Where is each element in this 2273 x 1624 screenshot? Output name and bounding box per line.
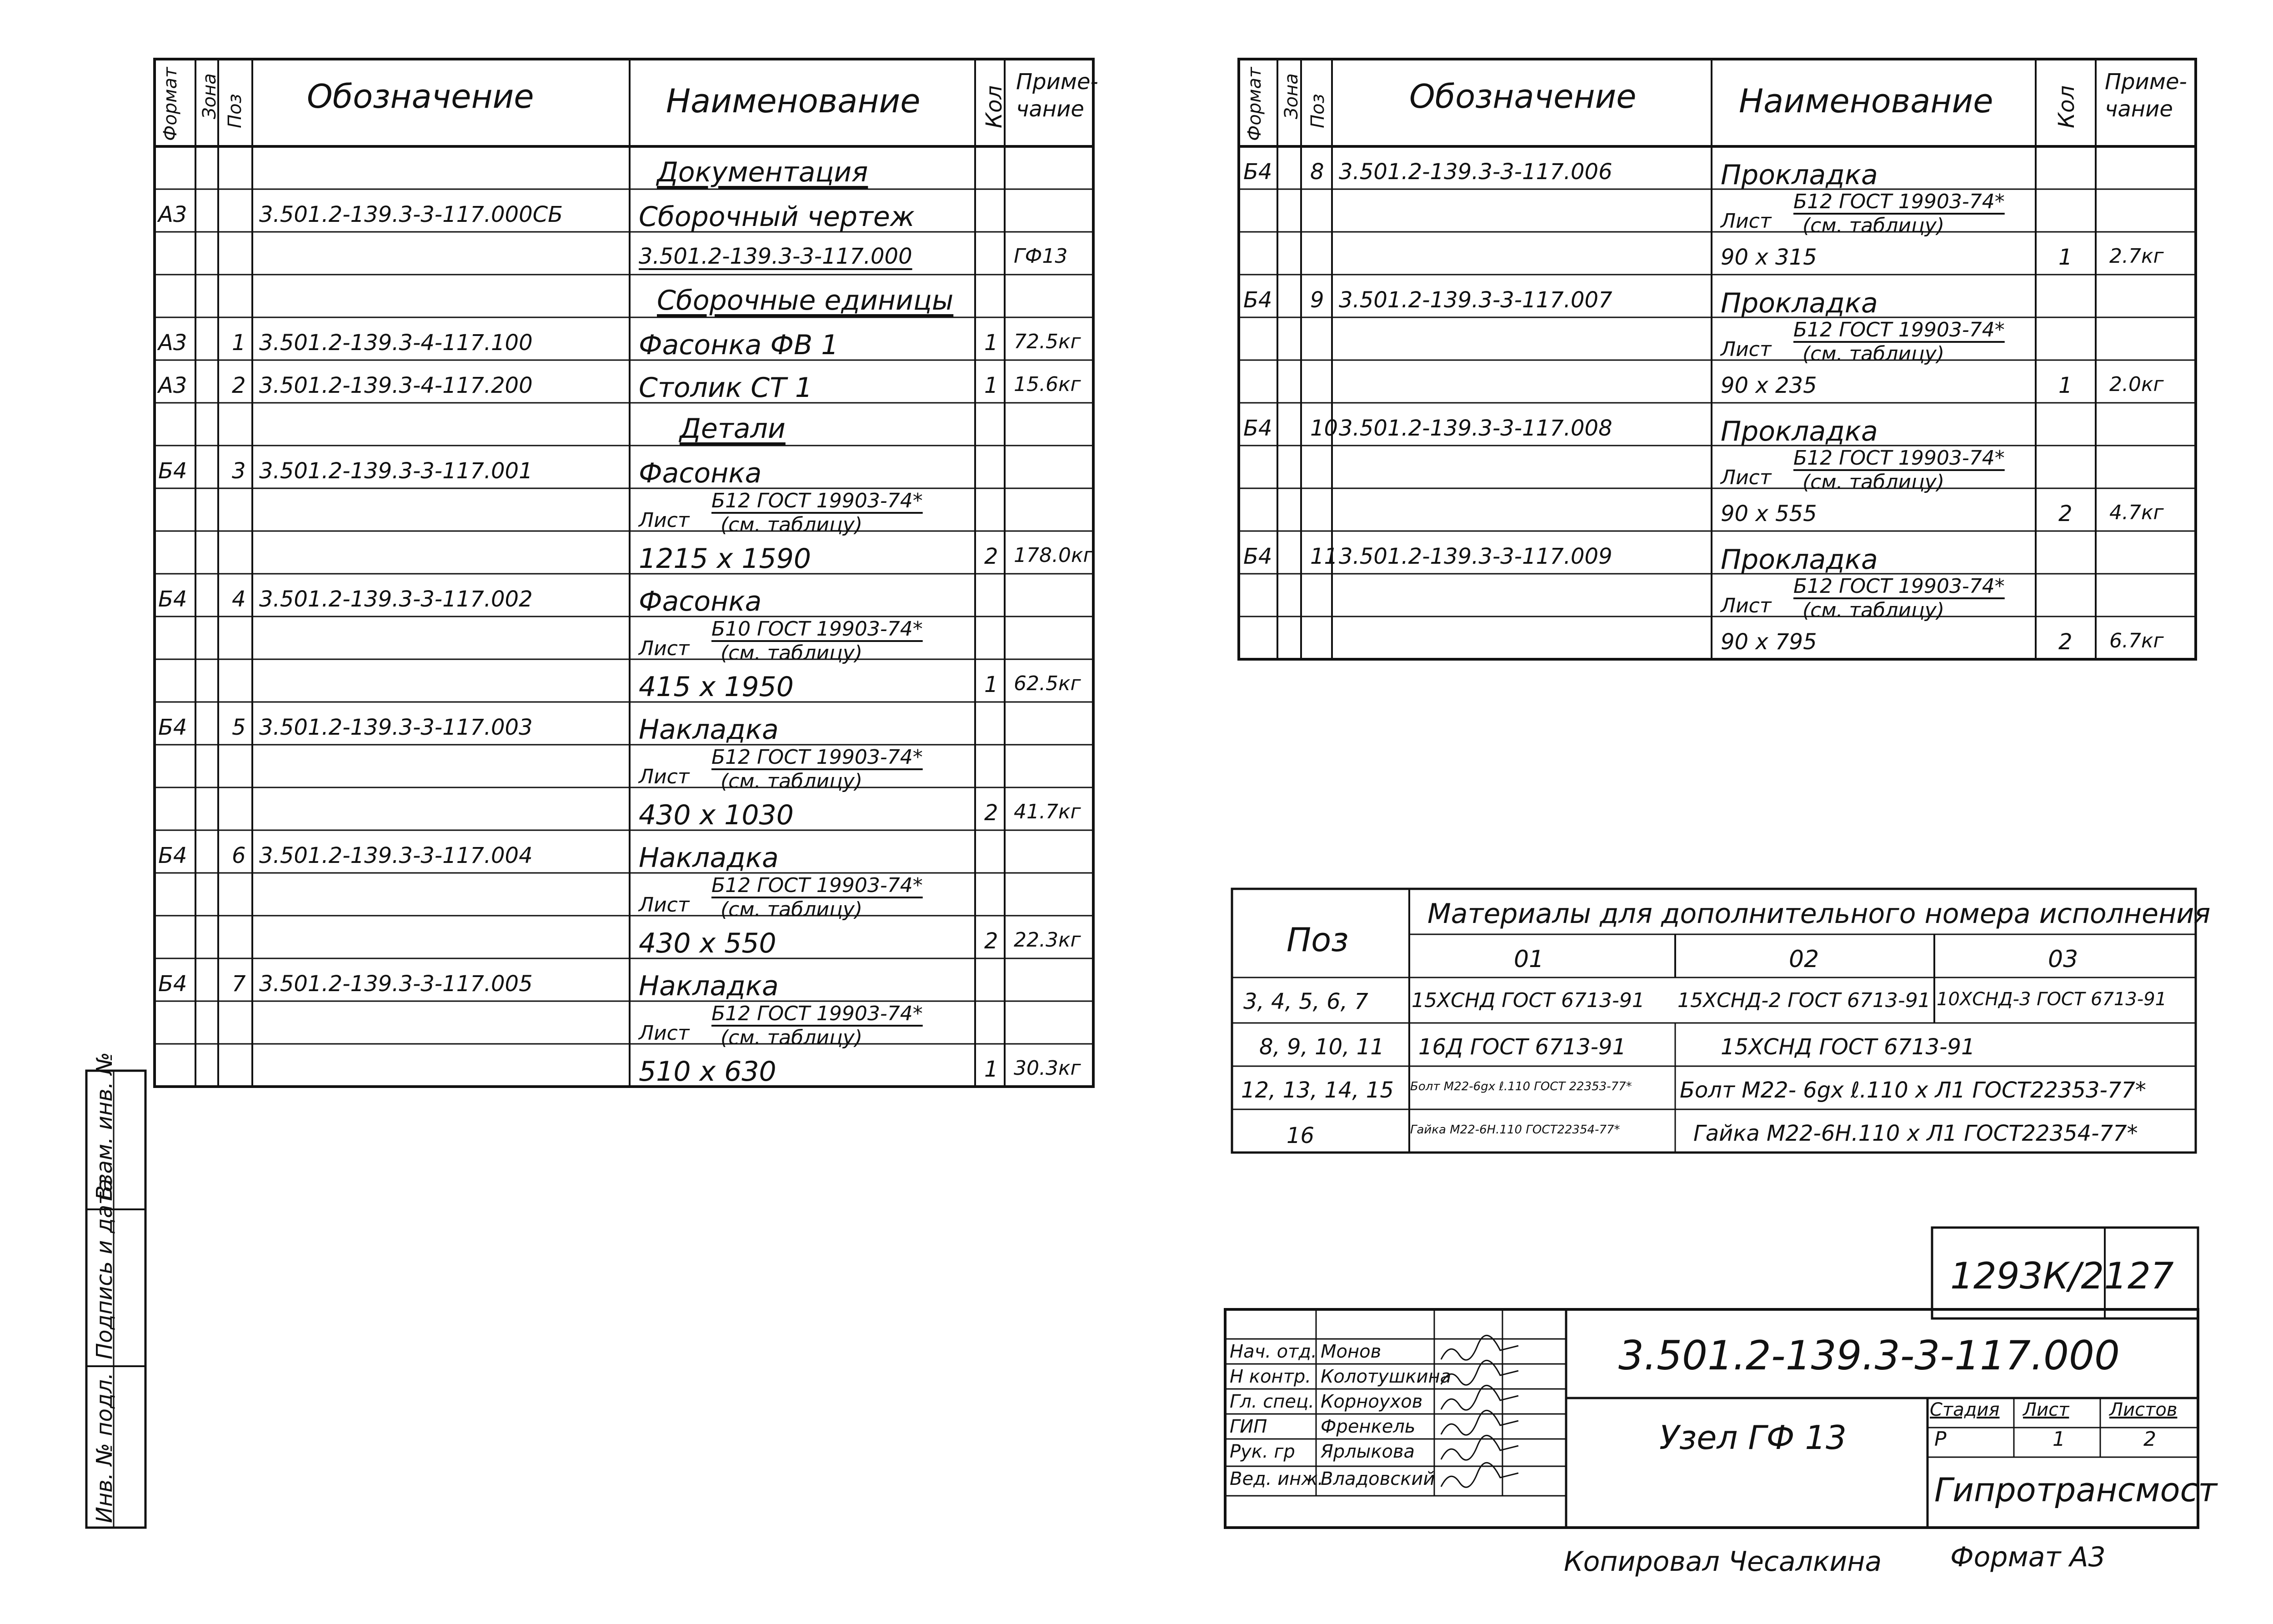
fraction-top: Б12 ГОСТ 19903-74* (1793, 318, 2005, 341)
format-cell: Б4 (1243, 544, 1272, 569)
qty-cell: 2 (2058, 501, 2073, 526)
stamp-sheets-label: Листов (2109, 1399, 2178, 1420)
section-heading: Документация (657, 156, 868, 188)
stamp-name: Ярлыкова (1321, 1441, 1415, 1462)
pos-cell: 10 (1310, 416, 1338, 441)
note-cell: ГФ13 (1014, 245, 1068, 268)
name-cell: Лист (639, 1022, 690, 1045)
stamp-sheet-number: 27 (2128, 1255, 2174, 1297)
stamp-role: Н контр. (1230, 1366, 1311, 1387)
designation-cell: 3.501.2-139.3-3-117.000СБ (259, 202, 563, 227)
materials-col-01: 01 (1514, 946, 1544, 973)
materials-title: Материалы для дополнительного номера исполнения (1427, 898, 2211, 930)
note-cell: 2.0кг (2109, 373, 2164, 396)
note-cell: 178.0кг (1014, 544, 1094, 567)
note-cell: 2.7кг (2109, 245, 2164, 268)
header-qty: Кол (2054, 85, 2079, 128)
note-cell: 62.5кг (1014, 672, 1081, 695)
section-heading: Сборочные единицы (657, 285, 954, 316)
fraction-bottom: (см. таблицу) (1802, 214, 1945, 237)
name-cell: Лист (1721, 338, 1772, 361)
note-cell: 30.3кг (1014, 1057, 1081, 1080)
designation-cell: 3.501.2-139.3-3-117.001 (259, 458, 533, 484)
header-pos: Поз (1307, 94, 1328, 128)
note-cell: 15.6кг (1014, 373, 1081, 396)
name-cell: 3.501.2-139.3-3-117.000 (639, 244, 912, 269)
name-cell: 415 х 1950 (639, 671, 794, 703)
format-cell: А3 (158, 330, 187, 356)
materials-cell: 16Д ГОСТ 6713-91 (1418, 1034, 1627, 1060)
stamp-organization: Гипротрансмост (1934, 1471, 2218, 1509)
stamp-role: Гл. спец. (1230, 1391, 1314, 1412)
materials-row-pos: 16 (1287, 1123, 1315, 1148)
footer-format: Формат А3 (1950, 1541, 2106, 1573)
fraction-bottom: (см. таблицу) (721, 1026, 863, 1049)
stamp-role: Вед. инж. (1230, 1469, 1324, 1489)
qty-cell: 1 (984, 672, 998, 697)
name-cell: Прокладка (1721, 287, 1878, 319)
side-label-signature-date: Подпись и дата (92, 1178, 117, 1359)
designation-cell: 3.501.2-139.3-3-117.007 (1339, 287, 1612, 313)
name-cell: Фасонка ФВ 1 (639, 329, 839, 361)
format-cell: Б4 (158, 715, 187, 740)
pos-cell: 8 (1310, 159, 1324, 185)
stamp-title: Узел ГФ 13 (1659, 1418, 1847, 1457)
stamp-designation: 3.501.2-139.3-3-117.000 (1618, 1332, 2120, 1379)
name-cell: Накладка (639, 842, 779, 874)
pos-cell: 5 (232, 715, 246, 740)
fraction-bottom: (см. таблицу) (1802, 599, 1945, 622)
stamp-role: Рук. гр (1230, 1441, 1295, 1462)
designation-cell: 3.501.2-139.3-4-117.200 (259, 373, 533, 398)
designation-cell: 3.501.2-139.3-3-117.004 (259, 843, 533, 868)
header-format: Формат (160, 67, 181, 141)
qty-cell: 2 (984, 800, 998, 826)
name-cell: Лист (639, 637, 690, 660)
format-cell: Б4 (1243, 159, 1272, 185)
name-cell: Фасонка (639, 586, 762, 617)
note-cell: 41.7кг (1014, 800, 1081, 823)
stamp-role: ГИП (1230, 1416, 1267, 1437)
note-cell: 22.3кг (1014, 928, 1081, 952)
fraction-top: Б12 ГОСТ 19903-74* (711, 489, 923, 512)
name-cell: Прокладка (1721, 416, 1878, 447)
footer-copied-by: Копировал Чесалкина (1564, 1546, 1882, 1578)
fraction-bottom: (см. таблицу) (1802, 342, 1945, 366)
name-cell: Лист (639, 893, 690, 917)
pos-cell: 9 (1310, 287, 1324, 313)
qty-cell: 1 (984, 1057, 998, 1082)
note-cell: 72.5кг (1014, 330, 1081, 353)
fraction-top: Б12 ГОСТ 19903-74* (1793, 446, 2005, 470)
designation-cell: 3.501.2-139.3-3-117.009 (1339, 544, 1612, 569)
fraction-top: Б12 ГОСТ 19903-74* (1793, 190, 2005, 213)
qty-cell: 2 (984, 928, 998, 954)
header-name: Наименование (666, 82, 921, 120)
materials-col-03: 03 (2048, 946, 2078, 973)
name-cell: 90 х 555 (1721, 501, 1817, 526)
materials-cell: Гайка М22-6Н.110 ГОСТ22354-77* (1410, 1123, 1620, 1137)
materials-cell: Болт М22-6gх ℓ.110 ГОСТ 22353-77* (1410, 1080, 1632, 1093)
stamp-name: Корноухов (1321, 1391, 1423, 1412)
pos-cell: 1 (232, 330, 246, 356)
name-cell: Лист (1721, 466, 1772, 489)
stamp-name: Френкель (1321, 1416, 1416, 1437)
fraction-top: Б12 ГОСТ 19903-74* (711, 746, 923, 769)
qty-cell: 1 (2058, 373, 2073, 398)
designation-cell: 3.501.2-139.3-3-117.002 (259, 586, 533, 612)
name-cell: Лист (639, 765, 690, 788)
stamp-name: Колотушкина (1321, 1366, 1452, 1387)
format-cell: Б4 (1243, 416, 1272, 441)
fraction-bottom: (см. таблицу) (1802, 471, 1945, 494)
materials-pos-header: Поз (1287, 921, 1349, 959)
fraction-top: Б12 ГОСТ 19903-74* (1793, 575, 2005, 598)
stamp-sheet: 1 (2053, 1428, 2065, 1451)
header-qty: Кол (981, 85, 1007, 128)
stamp-code: 1293К/21 (1950, 1255, 2128, 1297)
materials-row-pos: 8, 9, 10, 11 (1259, 1034, 1384, 1060)
stamp-name: Владовский (1321, 1469, 1435, 1489)
pos-cell: 4 (232, 586, 246, 612)
designation-cell: 3.501.2-139.3-3-117.003 (259, 715, 533, 740)
materials-cell: Гайка М22-6Н.110 х Л1 ГОСТ22354-77* (1693, 1121, 2138, 1146)
name-cell: Накладка (639, 970, 779, 1002)
fraction-bottom: (см. таблицу) (721, 898, 863, 921)
name-cell: 1215 х 1590 (639, 543, 811, 575)
qty-cell: 1 (2058, 245, 2073, 270)
header-name: Наименование (1739, 82, 1993, 120)
header-format: Формат (1244, 67, 1265, 141)
fraction-top: Б10 ГОСТ 19903-74* (711, 617, 923, 641)
name-cell: Лист (639, 509, 690, 532)
stamp-name: Монов (1321, 1341, 1382, 1362)
name-cell: Накладка (639, 714, 779, 746)
format-cell: Б4 (1243, 287, 1272, 313)
name-cell: 430 х 550 (639, 927, 776, 959)
header-pos: Поз (225, 94, 245, 128)
stamp-sheet-label: Лист (2023, 1399, 2069, 1420)
header-designation: Обозначение (1409, 77, 1637, 115)
pos-cell: 7 (232, 971, 246, 997)
format-cell: А3 (158, 202, 187, 227)
materials-row-pos: 3, 4, 5, 6, 7 (1243, 989, 1368, 1014)
qty-cell: 1 (984, 330, 998, 356)
header-designation: Обозначение (307, 77, 534, 115)
name-cell: Фасонка (639, 457, 762, 489)
pos-cell: 2 (232, 373, 246, 398)
materials-cell: Болт М22- 6gх ℓ.110 х Л1 ГОСТ22353-77* (1680, 1078, 2146, 1103)
materials-cell: 10ХСНД-3 ГОСТ 6713-91 (1937, 989, 2167, 1010)
pos-cell: 3 (232, 458, 246, 484)
qty-cell: 2 (984, 544, 998, 569)
name-cell: 90 х 795 (1721, 629, 1817, 655)
name-cell: Прокладка (1721, 159, 1878, 191)
side-label-inventory: Инв. № подл. (92, 1372, 117, 1523)
stamp-stage-label: Стадия (1930, 1399, 2000, 1420)
name-cell: Прокладка (1721, 544, 1878, 576)
fraction-top: Б12 ГОСТ 19903-74* (711, 1002, 923, 1025)
stamp-sheets: 2 (2143, 1428, 2156, 1451)
name-cell: Лист (1721, 210, 1772, 233)
header-zone: Зона (199, 73, 220, 119)
name-cell: Столик СТ 1 (639, 372, 813, 404)
pos-cell: 11 (1310, 544, 1338, 569)
fraction-bottom: (см. таблицу) (721, 642, 863, 665)
name-cell: 430 х 1030 (639, 799, 794, 831)
note-cell: 4.7кг (2109, 501, 2164, 524)
designation-cell: 3.501.2-139.3-3-117.008 (1339, 416, 1612, 441)
materials-cell: 15ХСНД ГОСТ 6713-91 (1412, 989, 1645, 1012)
stamp-stage: Р (1934, 1428, 1947, 1451)
name-cell: Сборочный чертеж (639, 201, 915, 233)
header-note: Приме- чание (1016, 69, 1098, 122)
materials-cell: 15ХСНД-2 ГОСТ 6713-91 (1677, 989, 1931, 1012)
qty-cell: 1 (984, 373, 998, 398)
fraction-bottom: (см. таблицу) (721, 513, 863, 536)
fraction-top: Б12 ГОСТ 19903-74* (711, 874, 923, 897)
header-zone: Зона (1281, 73, 1302, 119)
format-cell: Б4 (158, 971, 187, 997)
side-label-replacement: Взам. инв. № (92, 1052, 117, 1200)
format-cell: Б4 (158, 458, 187, 484)
materials-col-02: 02 (1789, 946, 1819, 973)
materials-cell: 15ХСНД ГОСТ 6713-91 (1721, 1034, 1975, 1060)
stamp-role: Нач. отд. (1230, 1341, 1317, 1362)
qty-cell: 2 (2058, 629, 2073, 655)
name-cell: 90 х 235 (1721, 373, 1817, 398)
designation-cell: 3.501.2-139.3-4-117.100 (259, 330, 533, 356)
name-cell: 510 х 630 (639, 1056, 776, 1088)
pos-cell: 6 (232, 843, 246, 868)
name-cell: 90 х 315 (1721, 245, 1817, 270)
designation-cell: 3.501.2-139.3-3-117.005 (259, 971, 533, 997)
name-cell: Лист (1721, 594, 1772, 617)
format-cell: Б4 (158, 843, 187, 868)
header-note: Приме- чание (2105, 69, 2187, 122)
designation-cell: 3.501.2-139.3-3-117.006 (1339, 159, 1612, 185)
fraction-bottom: (см. таблицу) (721, 770, 863, 793)
materials-row-pos: 12, 13, 14, 15 (1241, 1078, 1394, 1103)
format-cell: А3 (158, 373, 187, 398)
section-heading: Детали (680, 413, 786, 445)
format-cell: Б4 (158, 586, 187, 612)
note-cell: 6.7кг (2109, 629, 2164, 652)
